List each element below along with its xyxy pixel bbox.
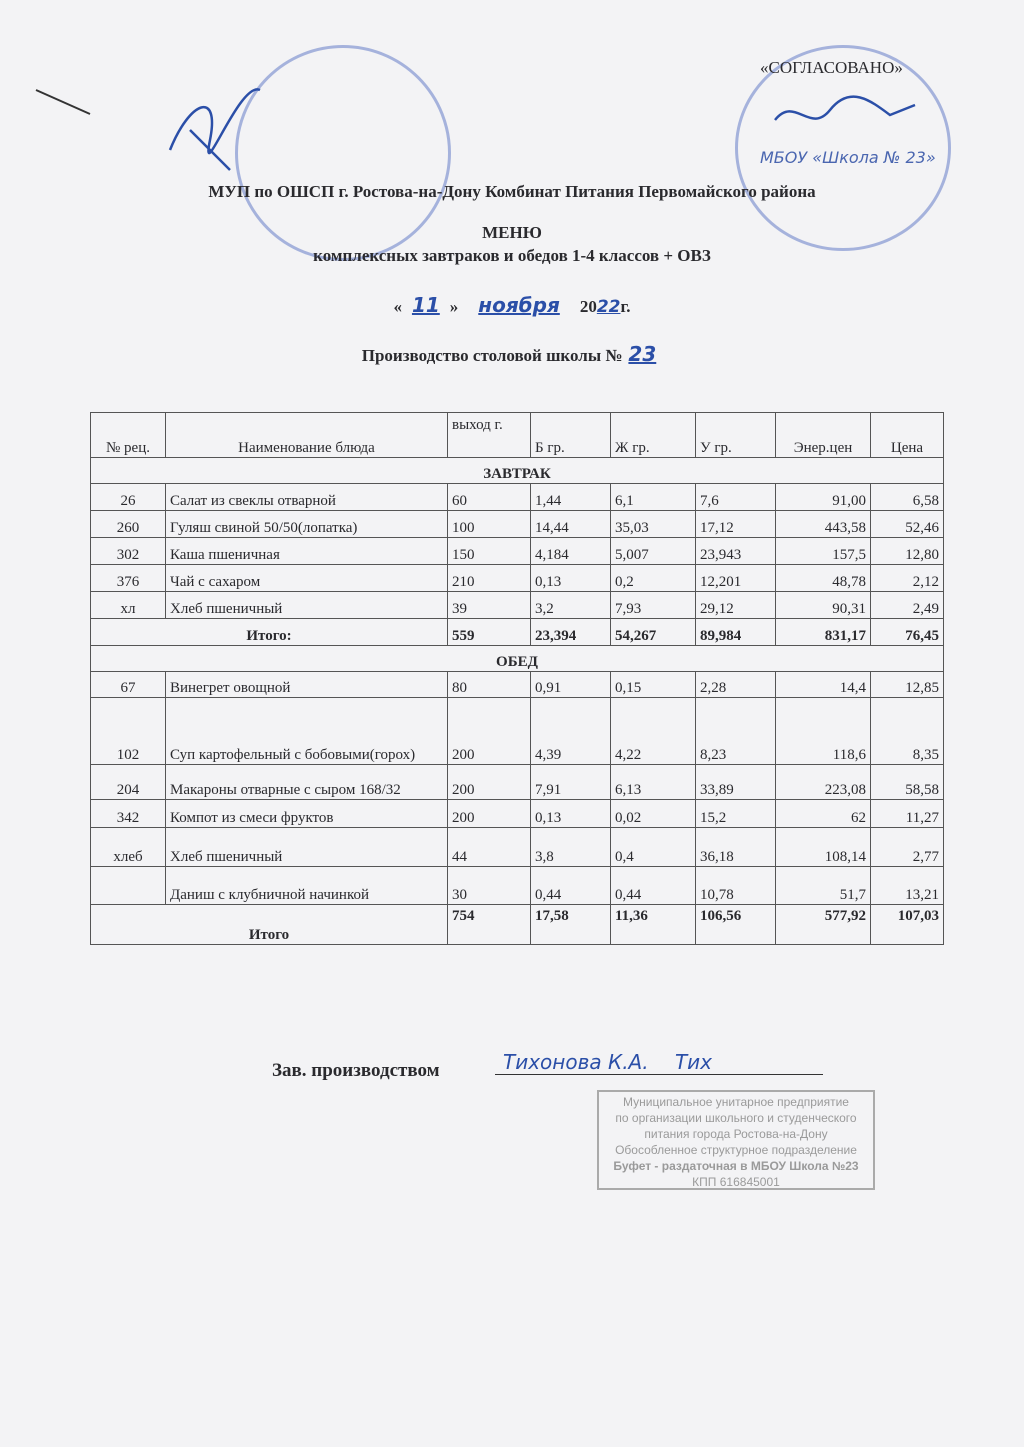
table-row [91,538,944,565]
table-cell: 36,18 [696,828,776,867]
table-cell: 29,12 [696,592,776,619]
table-cell: 376 [91,565,166,592]
table-cell: 118,6 [776,698,871,765]
table-cell: 4,184 [531,538,611,565]
total-cell: 54,267 [611,619,696,646]
table-cell: 100 [448,511,531,538]
table-cell: 6,13 [611,765,696,800]
total-cell: 76,45 [871,619,944,646]
table-cell: 2,28 [696,672,776,698]
table-cell: 5,007 [611,538,696,565]
table-cell: 80 [448,672,531,698]
table-cell: 67 [91,672,166,698]
production-label: Производство столовой школы № [361,346,623,365]
table-row [91,765,944,800]
table-cell: 48,78 [776,565,871,592]
signature-label: Зав. производством [272,1060,440,1081]
table-cell: 200 [448,698,531,765]
table-cell: 342 [91,800,166,828]
total-cell: 559 [448,619,531,646]
table-row [91,592,944,619]
table-cell: 7,93 [611,592,696,619]
table-cell: 0,2 [611,565,696,592]
table-cell: 35,03 [611,511,696,538]
signature-right [770,90,920,140]
table-row [91,867,944,905]
table-cell: Винегрет овощной [166,672,448,698]
date-quote-close: » [449,297,459,316]
table-cell: хл [91,592,166,619]
date-month: ноября [478,293,560,317]
total-cell: 17,58 [531,905,611,945]
table-cell: 14,44 [531,511,611,538]
table-cell: 15,2 [696,800,776,828]
table-cell: 12,201 [696,565,776,592]
table-cell: 1,44 [531,484,611,511]
table-cell: Хлеб пшеничный [166,828,448,867]
table-cell: 223,08 [776,765,871,800]
date-day: 11 [411,293,440,317]
organization-name: МУП по ОШСП г. Ростова-на-Дону Комбинат Питания Первомайского района [208,182,816,201]
section-title: ОБЕД [91,646,944,672]
table-cell: Каша пшеничная [166,538,448,565]
table-header-row [91,413,944,458]
table-cell: 6,1 [611,484,696,511]
table-row [91,698,944,765]
menu-date [0,293,1024,317]
header-cell: Б гр. [531,413,611,458]
table-cell: 443,58 [776,511,871,538]
section-row [91,458,944,484]
production-line [0,342,1024,366]
table-cell: 51,7 [776,867,871,905]
total-row [91,905,944,945]
date-year-unit: г. [620,297,631,316]
table-cell: 30 [448,867,531,905]
header-cell: Наименование блюда [166,413,448,458]
table-row [91,484,944,511]
table-cell: 108,14 [776,828,871,867]
table-cell: 2,12 [871,565,944,592]
table-cell: 12,85 [871,672,944,698]
menu-subtitle: комплексных завтраков и обедов 1-4 классов + ОВЗ [313,246,711,265]
pen-mark [34,88,94,118]
table-cell: 14,4 [776,672,871,698]
table-cell: 210 [448,565,531,592]
header-cell: № рец. [91,413,166,458]
table-cell: 3,2 [531,592,611,619]
total-cell: 831,17 [776,619,871,646]
table-cell: 12,80 [871,538,944,565]
table-cell: Гуляш свиной 50/50(лопатка) [166,511,448,538]
table-cell: 23,943 [696,538,776,565]
stamp-line: КПП 616845001 [692,1175,780,1189]
table-cell: 0,91 [531,672,611,698]
table-cell: 0,44 [611,867,696,905]
table-cell: Чай с сахаром [166,565,448,592]
table-cell: 44 [448,828,531,867]
table-cell: 260 [91,511,166,538]
table-cell: 26 [91,484,166,511]
table-cell: 150 [448,538,531,565]
table-cell: 33,89 [696,765,776,800]
date-year-suffix: 22 [596,297,621,317]
total-cell: 577,92 [776,905,871,945]
table-cell: 0,44 [531,867,611,905]
stamp-line: Муниципальное унитарное предприятие [623,1095,849,1109]
table-cell: 52,46 [871,511,944,538]
signature-left [150,60,270,180]
table-cell: 102 [91,698,166,765]
table-cell: 2,49 [871,592,944,619]
table-cell: 4,39 [531,698,611,765]
total-cell: 754 [448,905,531,945]
stamp-line: Буфет - раздаточная в МБОУ Школа №23 [613,1159,859,1173]
table-cell: хлеб [91,828,166,867]
table-cell: 7,91 [531,765,611,800]
section-row [91,646,944,672]
table-row [91,672,944,698]
date-year-prefix: 20 [579,297,597,316]
table-cell: 39 [448,592,531,619]
stamp-line: питания города Ростова-на-Дону [644,1127,828,1141]
date-quote-open: « [393,297,402,316]
table-cell: 10,78 [696,867,776,905]
header-cell: Цена [871,413,944,458]
header-cell: Энер.цен [776,413,871,458]
table-cell: Суп картофельный с бобовыми(горох) [166,698,448,765]
table-cell: 0,15 [611,672,696,698]
total-label: Итого [91,905,448,945]
menu-title: МЕНЮ [482,223,542,242]
table-cell: 0,13 [531,800,611,828]
menu-table [90,412,944,945]
table-cell: 302 [91,538,166,565]
header-cell: У гр. [696,413,776,458]
section-title: ЗАВТРАК [91,458,944,484]
table-cell: 2,77 [871,828,944,867]
table-cell: 8,23 [696,698,776,765]
table-cell: Компот из смеси фруктов [166,800,448,828]
stamp-school-text: МБОУ «Школа № 23» [760,148,936,167]
table-cell: 90,31 [776,592,871,619]
stamp-line: Обособленное структурное подразделение [615,1143,857,1157]
table-cell: Салат из свеклы отварной [166,484,448,511]
signature-name [495,1050,823,1075]
table-cell: 4,22 [611,698,696,765]
total-cell: 107,03 [871,905,944,945]
school-number: 23 [628,342,657,366]
organization-box-stamp [597,1090,875,1190]
table-cell: Хлеб пшеничный [166,592,448,619]
table-cell: 204 [91,765,166,800]
table-cell: 0,02 [611,800,696,828]
table-cell: 60 [448,484,531,511]
table-cell: 62 [776,800,871,828]
table-cell: 58,58 [871,765,944,800]
table-row [91,800,944,828]
table-cell: Макароны отварные с сыром 168/32 [166,765,448,800]
header-cell: Ж гр. [611,413,696,458]
table-cell: 8,35 [871,698,944,765]
total-cell: 23,394 [531,619,611,646]
total-cell: 106,56 [696,905,776,945]
total-cell: 89,984 [696,619,776,646]
table-cell: 91,00 [776,484,871,511]
stamp-line: по организации школьного и студенческого [615,1111,857,1125]
table-row [91,511,944,538]
table-cell: 0,13 [531,565,611,592]
table-cell: 13,21 [871,867,944,905]
manager-name: Тихонова К.А. [503,1050,649,1074]
table-cell: Даниш с клубничной начинкой [166,867,448,905]
table-cell [91,867,166,905]
table-cell: 0,4 [611,828,696,867]
table-cell: 157,5 [776,538,871,565]
table-cell: 11,27 [871,800,944,828]
total-row [91,619,944,646]
total-label: Итого: [91,619,448,646]
table-row [91,828,944,867]
approval-label: «СОГЛАСОВАНО» [760,58,903,77]
header-cell: выход г. [448,413,531,458]
manager-sign: Тих [674,1050,713,1074]
table-cell: 7,6 [696,484,776,511]
table-cell: 200 [448,765,531,800]
total-cell: 11,36 [611,905,696,945]
table-cell: 3,8 [531,828,611,867]
table-cell: 6,58 [871,484,944,511]
table-cell: 17,12 [696,511,776,538]
table-row [91,565,944,592]
table-cell: 200 [448,800,531,828]
